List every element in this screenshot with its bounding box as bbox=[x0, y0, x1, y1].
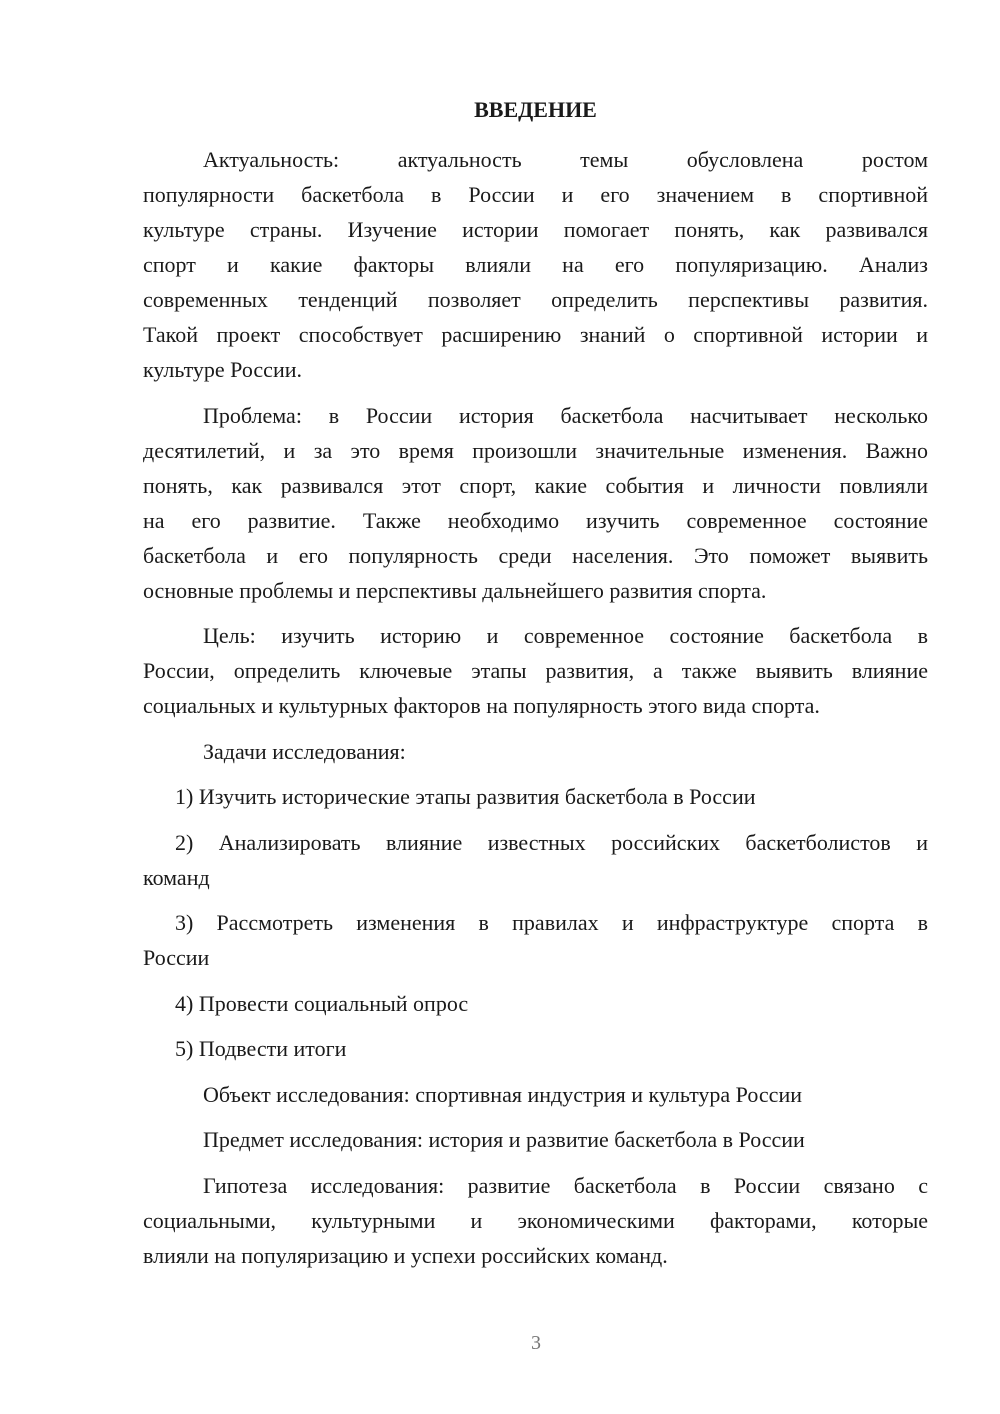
task-list-item bbox=[143, 905, 928, 975]
document-body bbox=[143, 142, 928, 1273]
text-line: 1) Изучить исторические этапы развития баскетбола в России bbox=[175, 784, 756, 809]
task-list-item bbox=[143, 986, 928, 1021]
text-line: социальными, культурными и экономическими факторами, которые bbox=[143, 1207, 928, 1233]
text-line: основные проблемы и перспективы дальнейшего развития спорта. bbox=[143, 577, 767, 603]
text-line: спорт и какие факторы влияли на его популяризацию. Анализ bbox=[143, 252, 928, 277]
text-line: России bbox=[143, 945, 210, 970]
text-line: Актуальность: актуальность темы обусловлена ростом bbox=[203, 147, 928, 172]
paragraph bbox=[143, 1077, 928, 1112]
text-line: культуре страны. Изучение истории помогает понять, как развивался bbox=[143, 217, 928, 242]
paragraph bbox=[143, 142, 928, 387]
text-line: Задачи исследования: bbox=[203, 738, 406, 764]
task-list-item bbox=[143, 1031, 928, 1066]
text-line: 2) Анализировать влияние известных российских баскетболистов и bbox=[175, 829, 928, 855]
section-title: ВВЕДЕНИЕ bbox=[474, 97, 597, 122]
task-list-item bbox=[143, 825, 928, 895]
text-line: баскетбола и его популярность среди населения. Это поможет выявить bbox=[143, 542, 928, 568]
text-line: 5) Подвести итоги bbox=[175, 1036, 347, 1061]
text-line: Проблема: в России история баскетбола насчитывает несколько bbox=[203, 402, 928, 428]
paragraph bbox=[143, 618, 928, 723]
text-line: команд bbox=[143, 864, 210, 890]
text-line: Такой проект способствует расширению знаний о спортивной истории и bbox=[143, 322, 928, 347]
text-line: культуре России. bbox=[143, 357, 302, 382]
text-line: 4) Провести социальный опрос bbox=[175, 990, 469, 1016]
document-page bbox=[143, 92, 928, 1283]
text-line: на его развитие. Также необходимо изучить современное состояние bbox=[143, 507, 928, 533]
paragraph bbox=[143, 398, 928, 608]
text-line: понять, как развивался этот спорт, какие события и личности повлияли bbox=[143, 472, 928, 498]
task-list-item bbox=[143, 779, 928, 814]
text-line: Предмет исследования: история и развитие баскетбола в России bbox=[203, 1127, 805, 1152]
paragraph bbox=[143, 1122, 928, 1157]
text-line: популярности баскетбола в России и его значением в спортивной bbox=[143, 182, 928, 207]
paragraph bbox=[143, 734, 928, 769]
text-line: современных тенденций позволяет определить перспективы развития. bbox=[143, 287, 928, 312]
text-line: социальных и культурных факторов на популярность этого вида спорта. bbox=[143, 693, 820, 718]
text-line: 3) Рассмотреть изменения в правилах и инфраструктуре спорта в bbox=[175, 910, 928, 935]
page-number: 3 bbox=[531, 1332, 541, 1354]
text-line: десятилетий, и за это время произошли значительные изменения. Важно bbox=[143, 437, 928, 463]
text-line: России, определить ключевые этапы развития, а также выявить влияние bbox=[143, 658, 928, 683]
text-line: влияли на популяризацию и успехи российских команд. bbox=[143, 1242, 668, 1268]
text-line: Цель: изучить историю и современное состояние баскетбола в bbox=[203, 623, 928, 648]
text-line: Объект исследования: спортивная индустрия и культура России bbox=[203, 1081, 802, 1107]
text-line: Гипотеза исследования: развитие баскетбола в России связано с bbox=[203, 1172, 928, 1198]
paragraph bbox=[143, 1168, 928, 1273]
